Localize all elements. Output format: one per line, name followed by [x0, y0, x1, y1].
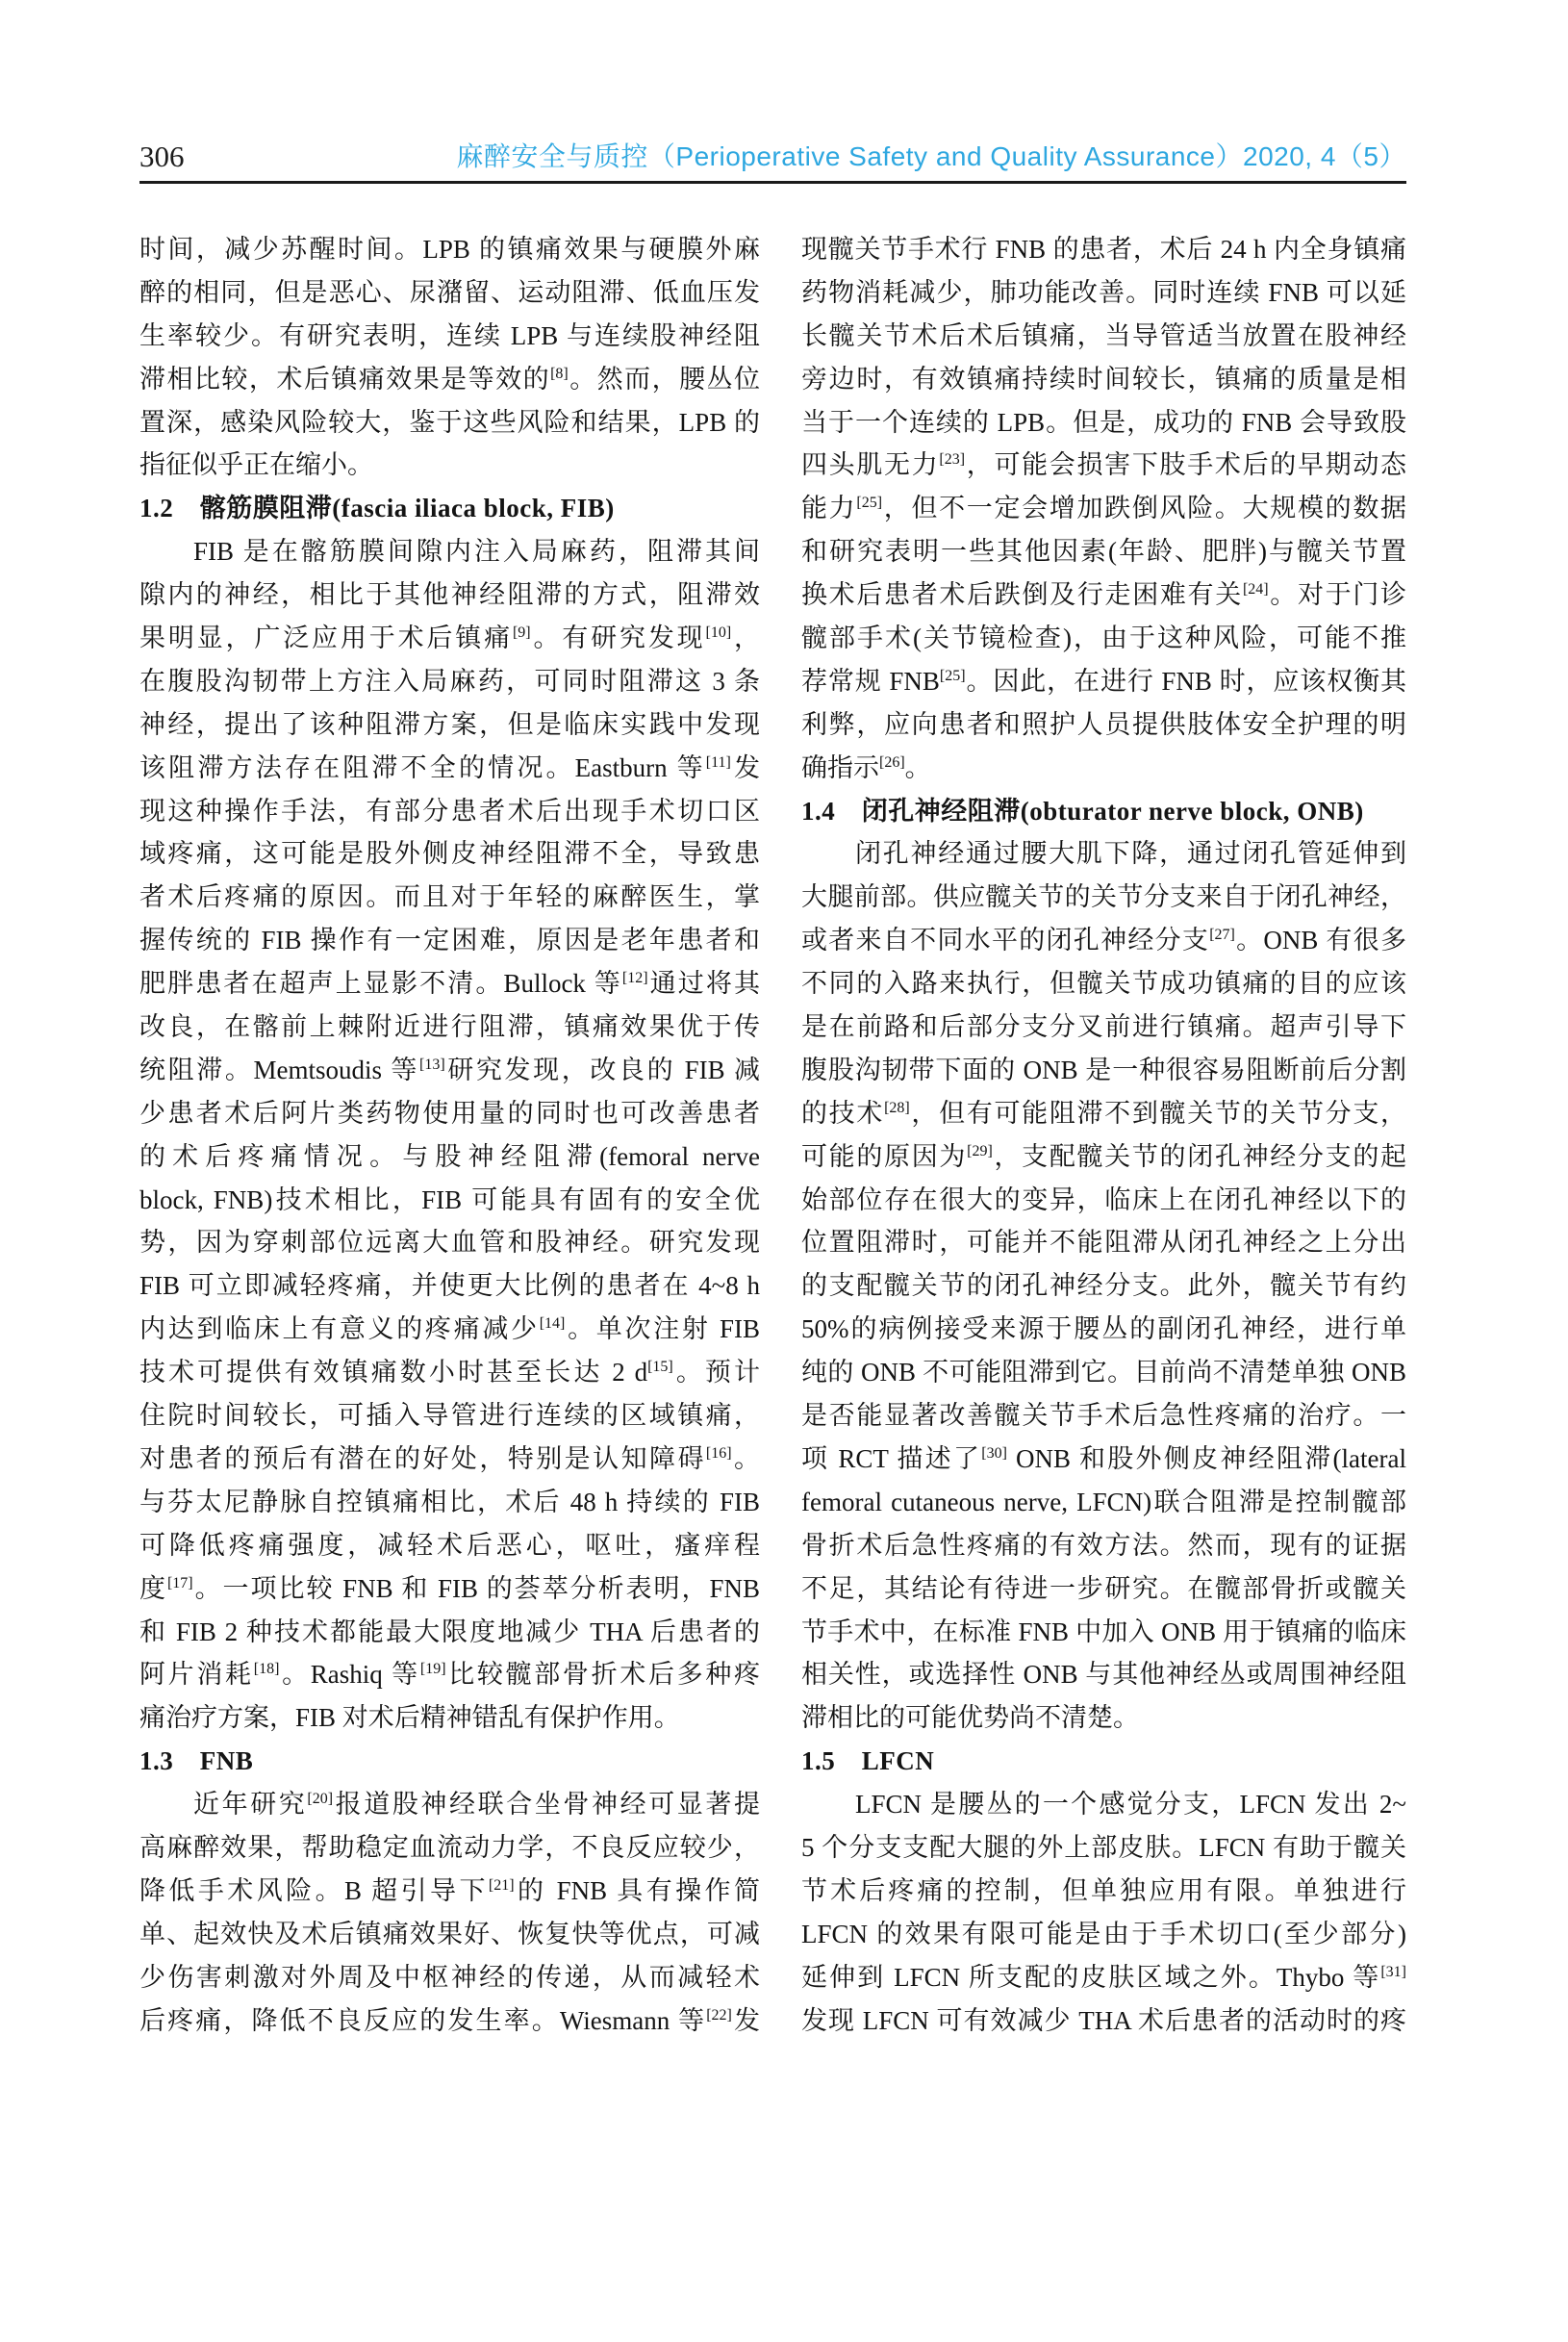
reference-superscript: [28]: [884, 1099, 910, 1116]
text-line: 确指示[26]。: [801, 752, 931, 782]
journal-title: 麻醉安全与质控（Perioperative Safety and Quality Assurance）2020, 4（5）: [456, 141, 1406, 171]
text-line: 当于一个连续的 LPB。但是，成功的 FNB 会导致股: [801, 407, 1406, 437]
section-heading: 1.2 髂筋膜阻滞(fascia iliaca block, FIB): [139, 494, 615, 523]
text-line: 该阻滞方法存在阻滞不全的情况。Eastburn 等[11]发: [139, 752, 760, 782]
text-line: 对患者的预后有潜在的好处，特别是认知障碍[16]。: [139, 1443, 760, 1473]
text-line: 统阻滞。Memtsoudis 等[13]研究发现，改良的 FIB 减: [139, 1055, 760, 1084]
text-line: LFCN 是腰丛的一个感觉分支，LFCN 发出 2~: [855, 1790, 1406, 1820]
text-line: 能力[25]，但不一定会增加跌倒风险。大规模的数据: [801, 494, 1406, 523]
reference-superscript: [13]: [418, 1056, 445, 1073]
text-line: 可降低疼痛强度，减轻术后恶心，呕吐，瘙痒程: [139, 1530, 760, 1560]
reference-superscript: [25]: [939, 667, 966, 684]
text-line: 和 FIB 2 种技术都能最大限度地减少 THA 后患者的: [139, 1616, 760, 1646]
text-line: 与芬太尼静脉自控镇痛相比，术后 48 h 持续的 FIB: [139, 1487, 760, 1516]
text-line: 相关性，或选择性 ONB 与其他神经丛或周围神经阻: [801, 1660, 1406, 1690]
text-line: 利弊，应向患者和照护人员提供肢体安全护理的明: [801, 709, 1406, 739]
text-line: femoral cutaneous nerve, LFCN)联合阻滞是控制髋部: [801, 1487, 1406, 1516]
text-line: 时间，减少苏醒时间。LPB 的镇痛效果与硬膜外麻: [139, 235, 760, 264]
text-line: 药物消耗减少，肺功能改善。同时连续 FNB 可以延: [801, 277, 1406, 307]
text-line: 近年研究[20]报道股神经联合坐骨神经可显著提: [193, 1790, 760, 1820]
text-line: FIB 是在髂筋膜间隙内注入局麻药，阻滞其间: [193, 537, 760, 567]
text-line: 生率较少。有研究表明，连续 LPB 与连续股神经阻: [139, 320, 760, 350]
section-heading: 1.5 LFCN: [801, 1746, 935, 1776]
text-line: 改良，在髂前上棘附近进行阻滞，镇痛效果优于传: [139, 1012, 760, 1042]
text-line: 住院时间较长，可插入导管进行连续的区域镇痛，: [139, 1401, 760, 1431]
reference-superscript: [23]: [939, 451, 966, 469]
text-line: FIB 可立即减轻疼痛，并使更大比例的患者在 4~8 h: [139, 1271, 760, 1301]
text-line: 肥胖患者在超声上显影不清。Bullock 等[12]通过将其: [139, 969, 760, 999]
reference-superscript: [29]: [967, 1142, 993, 1159]
text-line: 降低手术风险。B 超引导下[21]的 FNB 具有操作简: [139, 1875, 760, 1905]
text-line: 荐常规 FNB[25]。因此，在进行 FNB 时，应该权衡其: [801, 666, 1406, 696]
reference-superscript: [24]: [1242, 581, 1269, 598]
text-line: 项 RCT 描述了[30] ONB 和股外侧皮神经阻滞(lateral: [801, 1443, 1406, 1473]
text-line: 现这种操作手法，有部分患者术后出现手术切口区: [139, 796, 760, 826]
column-right: [801, 228, 1406, 2042]
text-line: 节手术中，在标准 FNB 中加入 ONB 用于镇痛的临床: [801, 1616, 1406, 1646]
text-line: 50%的病例接受来源于腰丛的副闭孔神经，进行单: [801, 1314, 1406, 1344]
text-line: LFCN 的效果有限可能是由于手术切口(至少部分): [801, 1919, 1406, 1948]
text-line: 高麻醉效果，帮助稳定血流动力学，不良反应较少，: [139, 1832, 760, 1862]
reference-superscript: [19]: [419, 1661, 446, 1678]
text-line: 延伸到 LFCN 所支配的皮肤区域之外。Thybo 等[31]: [801, 1962, 1406, 1992]
text-line: 5 个分支支配大腿的外上部皮肤。LFCN 有助于髋关: [801, 1832, 1406, 1862]
text-line: 在腹股沟韧带上方注入局麻药，可同时阻滞这 3 条: [139, 666, 760, 696]
text-line: 势，因为穿刺部位远离大血管和股神经。研究发现: [139, 1228, 760, 1258]
text-line: 闭孔神经通过腰大肌下降，通过闭孔管延伸到: [855, 839, 1406, 869]
reference-superscript: [8]: [550, 365, 569, 382]
text-line: 内达到临床上有意义的疼痛减少[14]。单次注射 FIB: [139, 1314, 760, 1344]
reference-superscript: [11]: [705, 753, 731, 771]
column-left: [139, 228, 760, 2042]
text-line: 节术后疼痛的控制，但单独应用有限。单独进行: [801, 1875, 1406, 1905]
text-line: block, FNB)技术相比，FIB 可能具有固有的安全优: [139, 1184, 760, 1214]
text-line: 位置阻滞时，可能并不能阻滞从闭孔神经之上分出: [801, 1228, 1406, 1258]
text-line: 域疼痛，这可能是股外侧皮神经阻滞不全，导致患: [139, 839, 760, 869]
text-line: 不同的入路来执行，但髋关节成功镇痛的目的应该: [801, 969, 1406, 999]
text-line: 度[17]。一项比较 FNB 和 FIB 的荟萃分析表明，FNB: [139, 1573, 760, 1603]
text-line: 大腿前部。供应髋关节的关节分支来自于闭孔神经，: [801, 882, 1406, 912]
text-line: 滞相比较，术后镇痛效果是等效的[8]。然而，腰丛位: [139, 364, 760, 394]
text-line: 痛治疗方案，FIB 对术后精神错乱有保护作用。: [139, 1703, 680, 1733]
text-line: 是否能显著改善髋关节手术后急性疼痛的治疗。一: [801, 1401, 1406, 1431]
text-line: 神经，提出了该种阻滞方案，但是临床实践中发现: [139, 709, 760, 739]
text-line: 始部位存在很大的变异，临床上在闭孔神经以下的: [801, 1184, 1406, 1214]
reference-superscript: [25]: [856, 495, 883, 512]
text-line: 的术后疼痛情况。与股神经阻滞(femoral nerve: [139, 1141, 760, 1171]
text-line: 纯的 ONB 不可能阻滞到它。目前尚不清楚单独 ONB: [801, 1358, 1406, 1387]
text-line: 四头肌无力[23]，可能会损害下肢手术后的早期动态: [801, 450, 1406, 480]
reference-superscript: [15]: [647, 1359, 673, 1376]
reference-superscript: [31]: [1380, 1963, 1406, 1980]
text-line: 隙内的神经，相比于其他神经阻滞的方式，阻滞效: [139, 580, 760, 610]
page-number: 306: [139, 140, 185, 173]
section-heading: 1.3 FNB: [139, 1746, 254, 1776]
text-line: 骨折术后急性疼痛的有效方法。然而，现有的证据: [801, 1530, 1406, 1560]
reference-superscript: [21]: [488, 1876, 515, 1894]
article-body: [139, 228, 1568, 2042]
text-line: 者术后疼痛的原因。而且对于年轻的麻醉医生，掌: [139, 882, 760, 912]
reference-superscript: [17]: [166, 1574, 193, 1591]
reference-superscript: [30]: [981, 1444, 1007, 1462]
reference-superscript: [20]: [307, 1791, 334, 1808]
reference-superscript: [9]: [512, 624, 531, 642]
text-line: 阿片消耗[18]。Rashiq 等[19]比较髋部骨折术后多种疼: [139, 1660, 760, 1690]
text-line: 果明显，广泛应用于术后镇痛[9]。有研究发现[10]，: [139, 624, 760, 653]
text-line: 长髋关节术后术后镇痛，当导管适当放置在股神经: [801, 320, 1406, 350]
text-line: 滞相比的可能优势尚不清楚。: [801, 1703, 1139, 1733]
text-line: 不足，其结论有待进一步研究。在髋部骨折或髋关: [801, 1573, 1406, 1603]
text-line: 旁边时，有效镇痛持续时间较长，镇痛的质量是相: [801, 364, 1406, 394]
text-line: 腹股沟韧带下面的 ONB 是一种很容易阻断前后分割: [801, 1055, 1406, 1084]
text-line: 少伤害刺激对外周及中枢神经的传递，从而减轻术: [139, 1962, 760, 1992]
text-line: 发现 LFCN 可有效减少 THA 术后患者的活动时的疼: [801, 2005, 1406, 2035]
text-line: 握传统的 FIB 操作有一定困难，原因是老年患者和: [139, 926, 760, 955]
text-line: 换术后患者术后跌倒及行走困难有关[24]。对于门诊: [801, 580, 1406, 610]
reference-superscript: [26]: [879, 753, 905, 771]
text-line: 是在前路和后部分支分叉前进行镇痛。超声引导下: [801, 1012, 1406, 1042]
text-line: 髋部手术(关节镜检查)，由于这种风险，可能不推: [801, 624, 1406, 653]
reference-superscript: [18]: [253, 1661, 280, 1678]
page-header: [139, 140, 1406, 173]
reference-superscript: [10]: [705, 624, 732, 642]
text-line: 和研究表明一些其他因素(年龄、肥胖)与髋关节置: [801, 537, 1406, 567]
text-line: 单、起效快及术后镇痛效果好、恢复快等优点，可减: [139, 1919, 760, 1948]
text-line: 少患者术后阿片类药物使用量的同时也可改善患者: [139, 1098, 760, 1128]
text-line: 醉的相同，但是恶心、尿潴留、运动阻滞、低血压发: [139, 277, 760, 307]
section-heading: 1.4 闭孔神经阻滞(obturator nerve block, ONB): [801, 796, 1364, 826]
header-rule: [139, 181, 1406, 184]
text-line: 置深，感染风险较大，鉴于这些风险和结果，LPB 的: [139, 407, 760, 437]
text-line: 可能的原因为[29]，支配髋关节的闭孔神经分支的起: [801, 1141, 1406, 1171]
text-line: 技术可提供有效镇痛数小时甚至长达 2 d[15]。预计: [139, 1358, 760, 1387]
reference-superscript: [14]: [539, 1315, 566, 1333]
text-line: 的技术[28]，但有可能阻滞不到髋关节的关节分支，: [801, 1098, 1406, 1128]
reference-superscript: [12]: [621, 970, 648, 987]
text-line: 的支配髋关节的闭孔神经分支。此外，髋关节有约: [801, 1271, 1406, 1301]
text-line: 现髋关节手术行 FNB 的患者，术后 24 h 内全身镇痛: [801, 235, 1406, 264]
text-line: 后疼痛，降低不良反应的发生率。Wiesmann 等[22]发: [139, 2005, 760, 2035]
reference-superscript: [22]: [706, 2006, 732, 2024]
text-line: 或者来自不同水平的闭孔神经分支[27]。ONB 有很多: [801, 926, 1406, 955]
reference-superscript: [16]: [705, 1444, 732, 1462]
reference-superscript: [27]: [1209, 927, 1235, 944]
text-line: 指征似乎正在缩小。: [139, 450, 373, 480]
